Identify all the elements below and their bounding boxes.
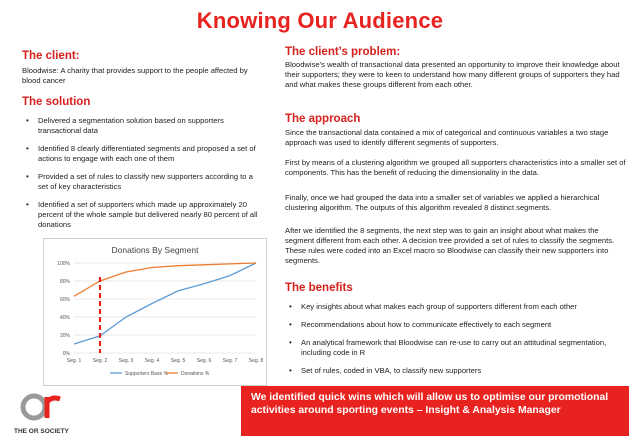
x-tick-label: Seg. 5 bbox=[170, 358, 186, 364]
logo-text: THE OR SOCIETY bbox=[14, 428, 69, 435]
series-line-2 bbox=[74, 263, 256, 296]
chart-svg bbox=[44, 239, 266, 385]
y-tick-label: 60% bbox=[59, 297, 70, 303]
or-society-logo bbox=[12, 392, 82, 436]
approach-paragraph: After we identified the 8 segments, the next step was to gain an insight about what makes the segment different from each other. A decision tree provided a set of rules to classify the segments. These rules were coded into an Excel macro so Bloodwise can classify their new supporters into segments. bbox=[285, 226, 615, 265]
benefits-heading: The benefits bbox=[285, 282, 353, 294]
solution-item: • Provided a set of rules to classify new supporters according to a set of key characteristics bbox=[22, 172, 264, 192]
y-tick-label: 20% bbox=[59, 333, 70, 339]
x-tick-label: Seg. 8 bbox=[248, 358, 264, 364]
legend-label: Supporters Base % bbox=[125, 371, 169, 377]
x-tick-label: Seg. 6 bbox=[196, 358, 212, 364]
solution-item: • Identified a set of supporters which made up approximately 20 percent of the whole sample but delivered nearly 80 percent of all donations bbox=[22, 200, 264, 230]
benefits-list bbox=[285, 302, 625, 384]
x-tick-label: Seg. 1 bbox=[66, 358, 82, 364]
x-tick-label: Seg. 3 bbox=[118, 358, 134, 364]
x-tick-label: Seg. 7 bbox=[222, 358, 238, 364]
solution-item: • Delivered a segmentation solution based on supporters transactional data bbox=[22, 116, 264, 136]
y-tick-label: 0% bbox=[62, 351, 70, 357]
benefit-item: • An analytical framework that Bloodwise can re-use to carry out an attitudinal segmentation, including code in R bbox=[285, 338, 625, 358]
donations-chart bbox=[43, 238, 267, 386]
approach-paragraph: Finally, once we had grouped the data into a smaller set of variables we applied a hierarchical clustering algorithm. The outputs of this algorithm revealed 8 distinct segments. bbox=[285, 193, 600, 212]
x-tick-label: Seg. 2 bbox=[92, 358, 108, 364]
or-logo-icon bbox=[12, 392, 82, 436]
benefit-item: • Recommendations about how to communicate effectively to each segment bbox=[285, 320, 625, 330]
x-tick-label: Seg. 4 bbox=[144, 358, 160, 364]
problem-heading: The client’s problem: bbox=[285, 46, 401, 58]
benefit-item: • Key insights about what makes each group of supporters different from each other bbox=[285, 302, 625, 312]
benefit-item: • Set of rules, coded in VBA, to classify new supporters bbox=[285, 366, 625, 376]
y-tick-label: 40% bbox=[59, 315, 70, 321]
chart-title: Donations By Segment bbox=[111, 245, 199, 255]
approach-heading: The approach bbox=[285, 113, 361, 125]
quote-banner: We identified quick wins which will allow us to optimise our promotional activities around sporting events – Insight & Analysis Manager bbox=[241, 386, 629, 436]
y-tick-label: 80% bbox=[59, 279, 70, 285]
approach-paragraph: First by means of a clustering algorithm we grouped all supporters characteristics into a smaller set of components. This has the benefit of reducing the dimensionality in the data. bbox=[285, 158, 626, 177]
problem-text: Bloodwise’s wealth of transactional data presented an opportunity to improve their knowledge about their supporters; they were to keen to understand how many different groups of supporters they had and what makes these groups different from each other. bbox=[285, 60, 620, 89]
solution-heading: The solution bbox=[22, 96, 91, 108]
series-line-1 bbox=[74, 263, 256, 344]
solution-item: • Identified 8 clearly differentiated segments and proposed a set of actions to engage with each one of them bbox=[22, 144, 264, 164]
y-tick-label: 100% bbox=[57, 261, 70, 267]
client-heading: The client: bbox=[22, 50, 80, 62]
approach-paragraph: Since the transactional data contained a mix of categorical and continuous variables a two stage approach was used to identify different segments of supporters. bbox=[285, 128, 609, 147]
solution-list bbox=[22, 116, 264, 238]
client-text: Bloodwise: A charity that provides support to the people affected by blood cancer bbox=[22, 66, 248, 85]
legend-label: Donations % bbox=[181, 371, 210, 377]
page-title: Knowing Our Audience bbox=[196, 8, 444, 33]
